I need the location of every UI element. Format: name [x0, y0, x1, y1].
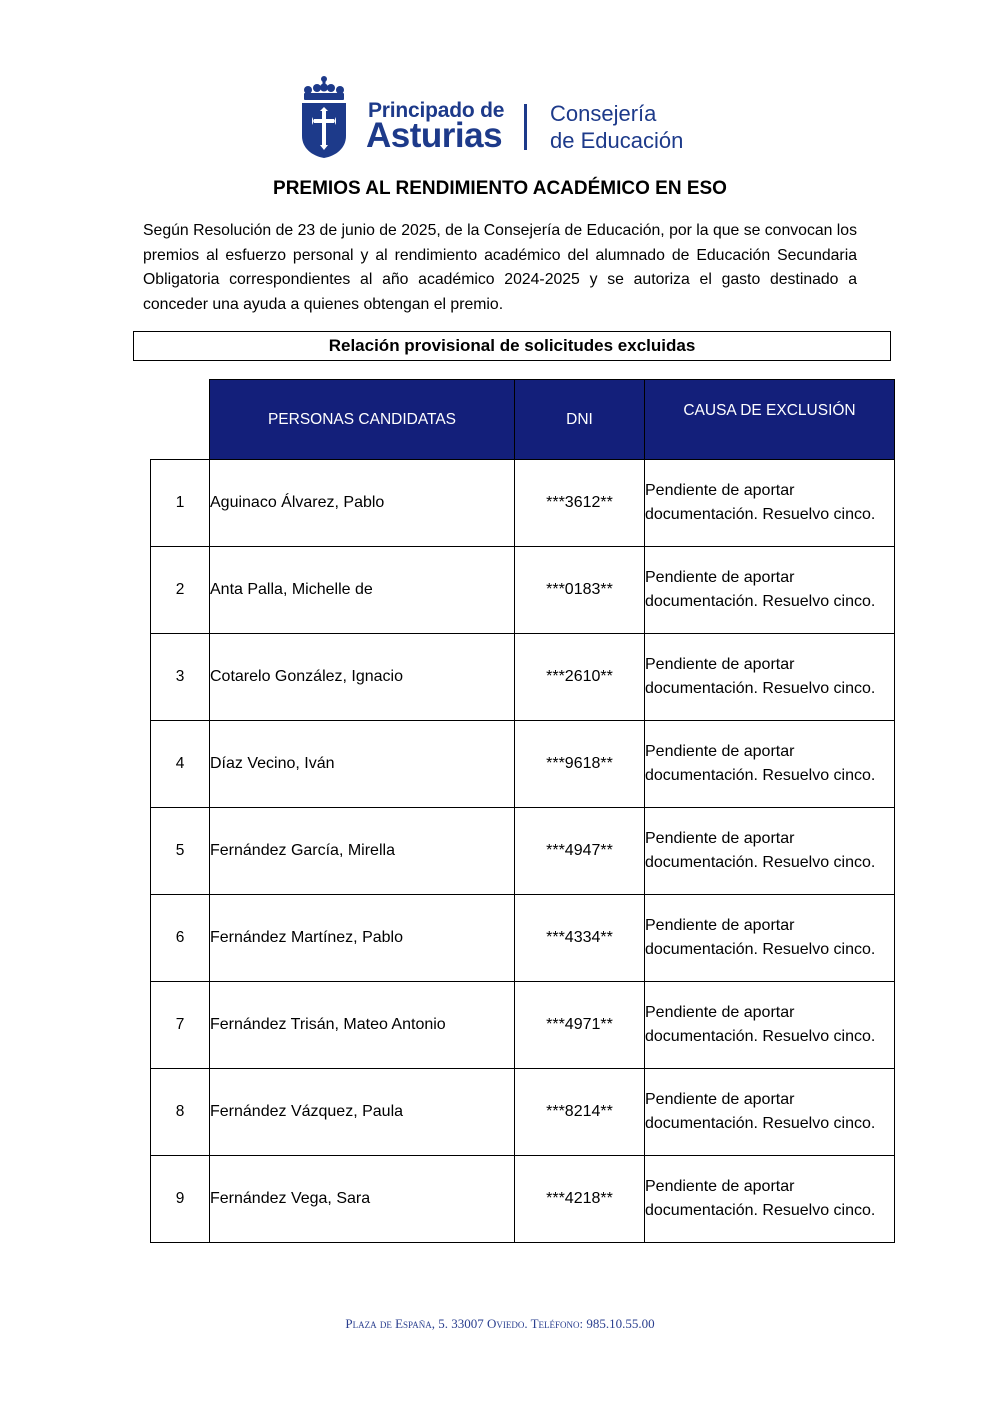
table-row	[151, 460, 895, 547]
candidate-name: Aguinaco Álvarez, Pablo	[210, 460, 515, 547]
candidate-name: Fernández Trisán, Mateo Antonio	[210, 982, 515, 1069]
table-row	[151, 1069, 895, 1156]
header-candidates: PERSONAS CANDIDATAS	[210, 380, 515, 460]
table-row	[151, 895, 895, 982]
exclusion-cause: Pendiente de aportar documentación. Resuelvo cinco.	[645, 634, 895, 721]
candidate-dni: ***4947**	[515, 808, 645, 895]
candidate-name: Cotarelo González, Ignacio	[210, 634, 515, 721]
table-row	[151, 721, 895, 808]
header-exclusion-cause: CAUSA DE EXCLUSIÓN	[645, 380, 895, 460]
candidate-dni: ***4334**	[515, 895, 645, 982]
logo-text-principado: Principado de	[368, 99, 505, 122]
candidate-name: Díaz Vecino, Iván	[210, 721, 515, 808]
footer-address: Plaza de España, 5. 33007 Oviedo. Teléfono: 985.10.55.00	[345, 1316, 655, 1331]
row-number: 5	[151, 808, 210, 895]
exclusion-cause: Pendiente de aportar documentación. Resuelvo cinco.	[645, 1069, 895, 1156]
candidate-dni: ***2610**	[515, 634, 645, 721]
candidate-name: Fernández Vega, Sara	[210, 1156, 515, 1243]
header-dni: DNI	[515, 380, 645, 460]
department-name-line2: de Educación	[550, 128, 684, 153]
intro-paragraph: Según Resolución de 23 de junio de 2025, de la Consejería de Educación, por la que se convocan los premios al esfuerzo personal y al rendimiento académico del alumnado de Educación Secundaria Obligatoria correspondientes al año académico 2024-2025 y se autoriza el gasto destinado a conceder una ayuda a quienes obtengan el premio.	[143, 222, 857, 313]
row-number: 9	[151, 1156, 210, 1243]
candidate-name: Fernández Martínez, Pablo	[210, 895, 515, 982]
table-row	[151, 634, 895, 721]
row-number: 6	[151, 895, 210, 982]
candidate-dni: ***9618**	[515, 721, 645, 808]
candidate-dni: ***4971**	[515, 982, 645, 1069]
header-blank-cell	[151, 380, 210, 460]
exclusion-cause: Pendiente de aportar documentación. Resuelvo cinco.	[645, 721, 895, 808]
header-logo	[300, 74, 720, 160]
asturias-shield-icon	[300, 74, 348, 158]
row-number: 4	[151, 721, 210, 808]
exclusion-cause: Pendiente de aportar documentación. Resuelvo cinco.	[645, 895, 895, 982]
candidate-name: Fernández García, Mirella	[210, 808, 515, 895]
table-row	[151, 1156, 895, 1243]
exclusion-cause: Pendiente de aportar documentación. Resuelvo cinco.	[645, 1156, 895, 1243]
candidate-dni: ***4218**	[515, 1156, 645, 1243]
exclusion-cause: Pendiente de aportar documentación. Resuelvo cinco.	[645, 547, 895, 634]
section-title: Relación provisional de solicitudes excluidas	[133, 331, 891, 361]
exclusion-cause: Pendiente de aportar documentación. Resuelvo cinco.	[645, 808, 895, 895]
table-header-row	[151, 380, 895, 460]
table-row	[151, 982, 895, 1069]
exclusion-cause: Pendiente de aportar documentación. Resuelvo cinco.	[645, 982, 895, 1069]
row-number: 7	[151, 982, 210, 1069]
page-title: PREMIOS AL RENDIMIENTO ACADÉMICO EN ESO	[273, 178, 727, 199]
table-row	[151, 547, 895, 634]
table-row	[151, 808, 895, 895]
candidate-name: Fernández Vázquez, Paula	[210, 1069, 515, 1156]
logo-text-asturias: Asturias	[366, 116, 503, 155]
candidate-dni: ***8214**	[515, 1069, 645, 1156]
excluded-applications-table	[150, 379, 895, 1243]
row-number: 3	[151, 634, 210, 721]
logo-divider	[524, 104, 527, 150]
exclusion-cause: Pendiente de aportar documentación. Resuelvo cinco.	[645, 460, 895, 547]
row-number: 2	[151, 547, 210, 634]
candidate-dni: ***3612**	[515, 460, 645, 547]
row-number: 1	[151, 460, 210, 547]
department-name-line1: Consejería	[550, 101, 657, 126]
candidate-dni: ***0183**	[515, 547, 645, 634]
row-number: 8	[151, 1069, 210, 1156]
candidate-name: Anta Palla, Michelle de	[210, 547, 515, 634]
